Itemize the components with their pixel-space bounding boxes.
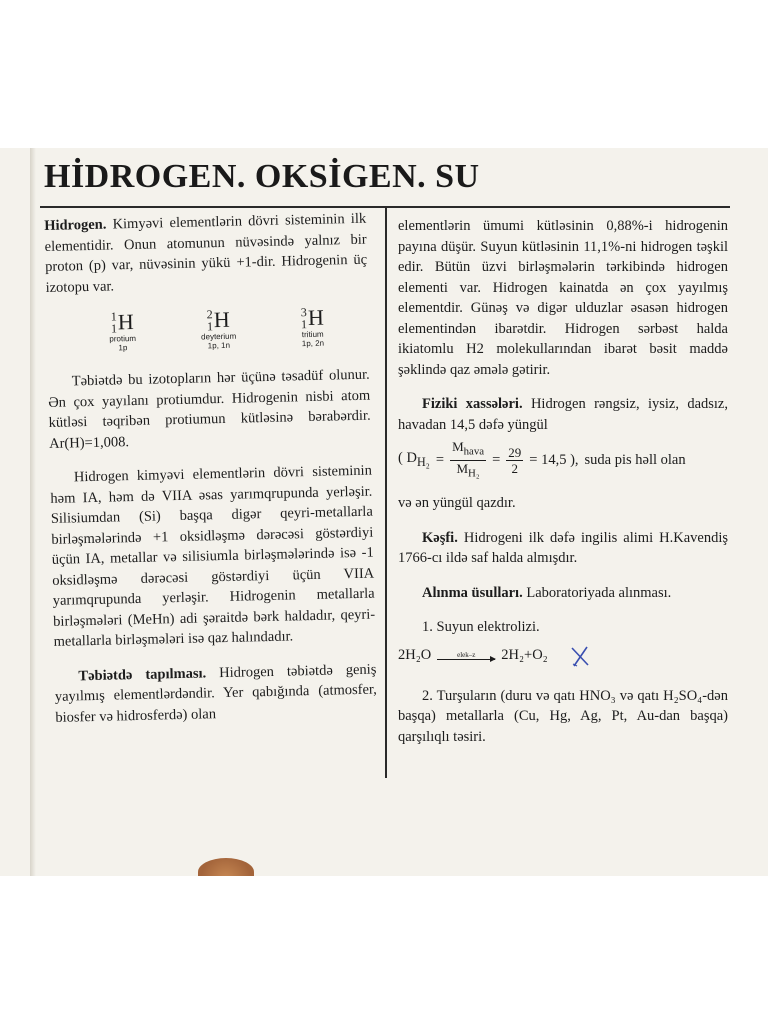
isotope-symbol: H: [213, 306, 230, 332]
physical-properties-text: Hidrogen rəngsiz, iysiz, dadsız, havadan 14,5 dəfə yüngül: [398, 396, 728, 433]
term-physical-properties: Fiziki xassələri.: [422, 396, 523, 412]
atomic-number: 1: [206, 319, 214, 334]
mass-number: 3: [300, 305, 307, 320]
isotope-tritium: [301, 306, 325, 349]
fraction-denominator-sub: H₂: [468, 467, 480, 480]
paragraph-physical-properties: [398, 394, 728, 435]
paragraph-preparation: [398, 583, 728, 604]
pen-cross-mark-icon: [568, 644, 592, 668]
discovery-text: Hidrogeni ilk dəfə ingilis alimi H.Kavendiş 1766-cı ildə saf halda almışdır.: [398, 529, 728, 567]
term-discovery: Kəşfi.: [422, 529, 458, 546]
fraction-denominator-number: 2: [511, 460, 519, 476]
formula-mass-fraction: [450, 439, 486, 481]
page-title: HİDROGEN. OKSİGEN. SU: [44, 158, 480, 195]
isotope-composition: 1p, 2n: [301, 338, 325, 349]
mass-number: 1: [110, 309, 117, 324]
paragraph-abundance: elementlərin ümumi kütləsinin 0,88%-i hidrogenin payına düşür. Suyun kütləsinin 11,1%-ni hidrogen təşkil edir. Bütün üzvi birləşmələrin tərkibində hidrogen elementi var. Hidrogen kainatda ən çox yayılmış elementdir. Günəş və digər ulduzlar əsasən hidrogen elementindən ibarətdir. Hidrogen sərbəst halda ikiatomlu H2 molekullarından ibarət bəsit maddə şəklində qaz əmələ gətirir.: [398, 218, 728, 378]
isotope-composition: 1p, 1n: [207, 340, 231, 351]
isotope-name: tritium: [301, 329, 324, 340]
formula-lhs-sub: H₂: [416, 454, 430, 469]
isotope-name: deyterium: [201, 331, 237, 342]
isotope-list: [76, 305, 357, 353]
formula-number-fraction: [506, 445, 523, 476]
paragraph-intro: [44, 209, 368, 298]
term-occurrence: Təbiətdə tapılması.: [78, 664, 207, 684]
arrow-icon: [437, 659, 495, 660]
method-electrolysis: 1. Suyun elektrolizi.: [422, 619, 540, 636]
intro-text: Kimyəvi elementlərin dövri sisteminin ilk elementidir. Onun atomunun nüvəsində yalnız bir proton (p) var, nüvəsinin yükü +1-dir. Hidrogenin üç izotopu var.: [44, 210, 368, 296]
atomic-number: 1: [110, 321, 118, 336]
occurrence-text: Hidrogen təbiətdə geniş yayılmış elementlərdəndir. Yer qabığında (atmosfer, biosfer və hidrosferdə) olan: [54, 661, 378, 726]
column-divider: [385, 208, 387, 778]
isotope-name: protium: [109, 333, 137, 344]
paragraph-discovery: [398, 528, 728, 569]
formula-tail-text: suda pis həll olan: [584, 451, 686, 468]
fraction-numerator-sub: hava: [463, 445, 485, 458]
physical-properties-end: və ən yüngül qazdır.: [398, 495, 516, 512]
isotope-protium: [109, 310, 137, 353]
formula-lhs: ( D: [398, 449, 417, 466]
fraction-denominator: M: [456, 460, 469, 476]
mass-number: 2: [206, 307, 213, 322]
preparation-text: Laboratoriyada alınması.: [522, 584, 672, 601]
formula-result: = 14,5 ),: [529, 451, 579, 468]
electrolysis-reaction: [398, 644, 728, 668]
paragraph-isotopes: Təbiətdə bu izotopların hər üçünə təsadüf olunur. Ən çox yayılanı protiumdur. Hidrogenin nisbi atom kütləsi təqribən protiumun kütləsinə bərabərdir. Ar(H)=1,008.: [48, 366, 371, 452]
isotope-composition: 1p: [118, 343, 128, 353]
left-column: [44, 209, 378, 742]
term-preparation: Alınma üsulları.: [422, 584, 523, 601]
right-column: [398, 216, 728, 761]
reaction-arrow: [437, 651, 495, 660]
isotope-symbol: H: [307, 304, 325, 330]
thumb-photo-artifact: [198, 858, 254, 876]
formula-equals-2: =: [492, 451, 501, 468]
method-acids-metals: 2. Turşuların (duru və qatı HNO₃ və qatı H₂SO₄-dən başqa) metallarla (Cu, Hg, Ag, Pt, Au-dan başqa) qarşılıqlı təsiri.: [398, 687, 728, 745]
atomic-number: 1: [300, 317, 308, 332]
density-formula: [398, 439, 728, 481]
isotope-deuterium: [200, 308, 236, 351]
paragraph-occurrence: [54, 659, 377, 728]
reaction-products: 2H₂+O₂: [501, 647, 548, 664]
isotope-symbol: H: [117, 308, 135, 335]
reaction-reactant: 2H₂O: [398, 647, 432, 664]
term-hydrogen: Hidrogen.: [44, 216, 107, 234]
formula-equals: =: [435, 451, 445, 468]
fraction-numerator: M: [452, 439, 464, 454]
page-binding-edge: [30, 148, 36, 876]
fraction-numerator-number: 29: [508, 444, 522, 460]
arrow-label: elek–z: [457, 651, 476, 660]
paragraph-periodic-position: Hidrogen kimyəvi elementlərin dövri sisteminin həm IA, həm də VIIA əsas yarımqrupunda yerləşir. Silisiumdan (Si) başqa digər qeyri-metallarla birləşmələrində +1 oksidləşmə dərəcəsi göstərdiyi üçün IA, metallar və silisiumla birləşmələrində isə -1 oksidləşmə dərəcəsi göstərdiyi üçün VIIA yarımqrupunda yerləşir. Hidrogenin metallarla birləşmələri (MeHn) adi şəraitdə bərk haldadır, qeyri-metallarla birləşmələri isə qaz halındadır.: [50, 462, 376, 650]
book-page: [0, 148, 768, 876]
